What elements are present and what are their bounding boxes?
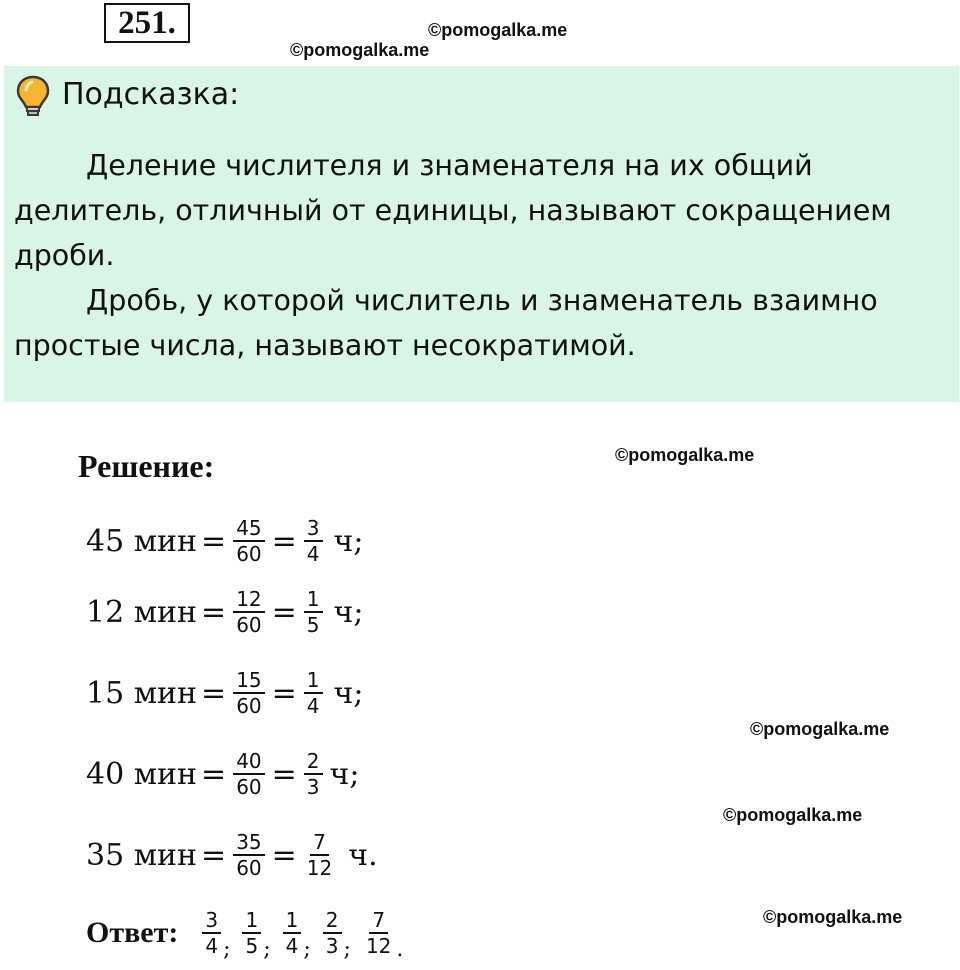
unit: ч; [333, 675, 364, 711]
numerator: 35 [233, 830, 264, 856]
fraction [283, 908, 302, 958]
numerator: 1 [242, 908, 261, 934]
numerator: 15 [233, 668, 264, 694]
denominator: 4 [306, 542, 320, 566]
watermark: ©pomogalka.me [290, 40, 430, 60]
separator: ; [223, 937, 231, 962]
equals-sign: = [201, 594, 227, 630]
equation-line [86, 815, 378, 895]
denominator: 5 [245, 933, 259, 958]
fraction [233, 830, 264, 880]
denominator: 4 [205, 933, 219, 958]
unit: ч. [348, 837, 378, 873]
denominator: 60 [236, 694, 262, 718]
lightbulb-icon [14, 74, 52, 123]
equation-line [86, 572, 363, 652]
separator: . [396, 937, 404, 962]
denominator: 4 [285, 933, 299, 958]
numerator: 1 [283, 908, 302, 934]
fraction [233, 587, 264, 637]
numerator: 1 [304, 587, 323, 613]
equals-sign: = [271, 594, 297, 630]
denominator: 12 [306, 856, 333, 880]
minutes-value: 45 мин [86, 523, 198, 559]
equals-sign: = [201, 675, 227, 711]
fraction [304, 587, 323, 637]
answer-label: Ответ: [86, 915, 179, 949]
fraction [202, 908, 221, 958]
fraction [233, 668, 264, 718]
equals-sign: = [201, 837, 227, 873]
hint-paragraph: Дробь, у которой числитель и знаменатель взаимно простые числа, называют несократимой. [14, 284, 878, 362]
equals-sign: = [271, 523, 297, 559]
denominator: 60 [236, 775, 262, 799]
equals-sign: = [201, 756, 227, 792]
watermark: ©pomogalka.me [723, 805, 863, 825]
numerator: 2 [304, 749, 323, 775]
minutes-value: 35 мин [86, 837, 198, 873]
numerator: 40 [233, 749, 264, 775]
minutes-value: 12 мин [86, 594, 198, 630]
minutes-value: 15 мин [86, 675, 198, 711]
equation-line [86, 501, 363, 581]
fraction [363, 908, 394, 958]
denominator: 12 [365, 933, 392, 958]
hint-text [14, 143, 944, 368]
problem-number: 251. [104, 3, 190, 43]
fraction [304, 668, 323, 718]
separator: ; [263, 937, 271, 962]
equals-sign: = [271, 756, 297, 792]
numerator: 3 [304, 516, 323, 542]
denominator: 3 [325, 933, 339, 958]
numerator: 7 [369, 908, 388, 934]
separator: ; [303, 937, 311, 962]
minutes-value: 40 мин [86, 756, 198, 792]
denominator: 5 [306, 613, 320, 637]
watermark: ©pomogalka.me [750, 719, 890, 739]
denominator: 3 [306, 775, 320, 799]
equation-line [86, 653, 363, 733]
equals-sign: = [271, 837, 297, 873]
equals-sign: = [271, 675, 297, 711]
equals-sign: = [201, 523, 227, 559]
fraction [304, 830, 335, 880]
watermark: ©pomogalka.me [615, 445, 755, 465]
denominator: 60 [236, 542, 262, 566]
unit: ч; [329, 756, 360, 792]
equation-line [86, 734, 359, 814]
watermark: ©pomogalka.me [428, 20, 568, 40]
unit: ч; [333, 523, 364, 559]
watermark: ©pomogalka.me [763, 907, 903, 927]
fraction [304, 516, 323, 566]
numerator: 2 [323, 908, 342, 934]
fraction [233, 516, 264, 566]
numerator: 1 [304, 668, 323, 694]
fraction [304, 749, 323, 799]
hint-title: Подсказка: [62, 77, 240, 112]
separator: ; [343, 937, 351, 962]
fraction [233, 749, 264, 799]
solution-title: Решение: [78, 448, 215, 484]
unit: ч; [333, 594, 364, 630]
hint-paragraph: Деление числителя и знаменателя на их общий делитель, отличный от единицы, называют сокращением дроби. [14, 149, 892, 272]
answer-line [86, 895, 413, 970]
numerator: 7 [310, 830, 329, 856]
denominator: 60 [236, 856, 262, 880]
fraction [323, 908, 342, 958]
numerator: 3 [202, 908, 221, 934]
denominator: 4 [306, 694, 320, 718]
numerator: 12 [233, 587, 264, 613]
numerator: 45 [233, 516, 264, 542]
fraction [242, 908, 261, 958]
denominator: 60 [236, 613, 262, 637]
